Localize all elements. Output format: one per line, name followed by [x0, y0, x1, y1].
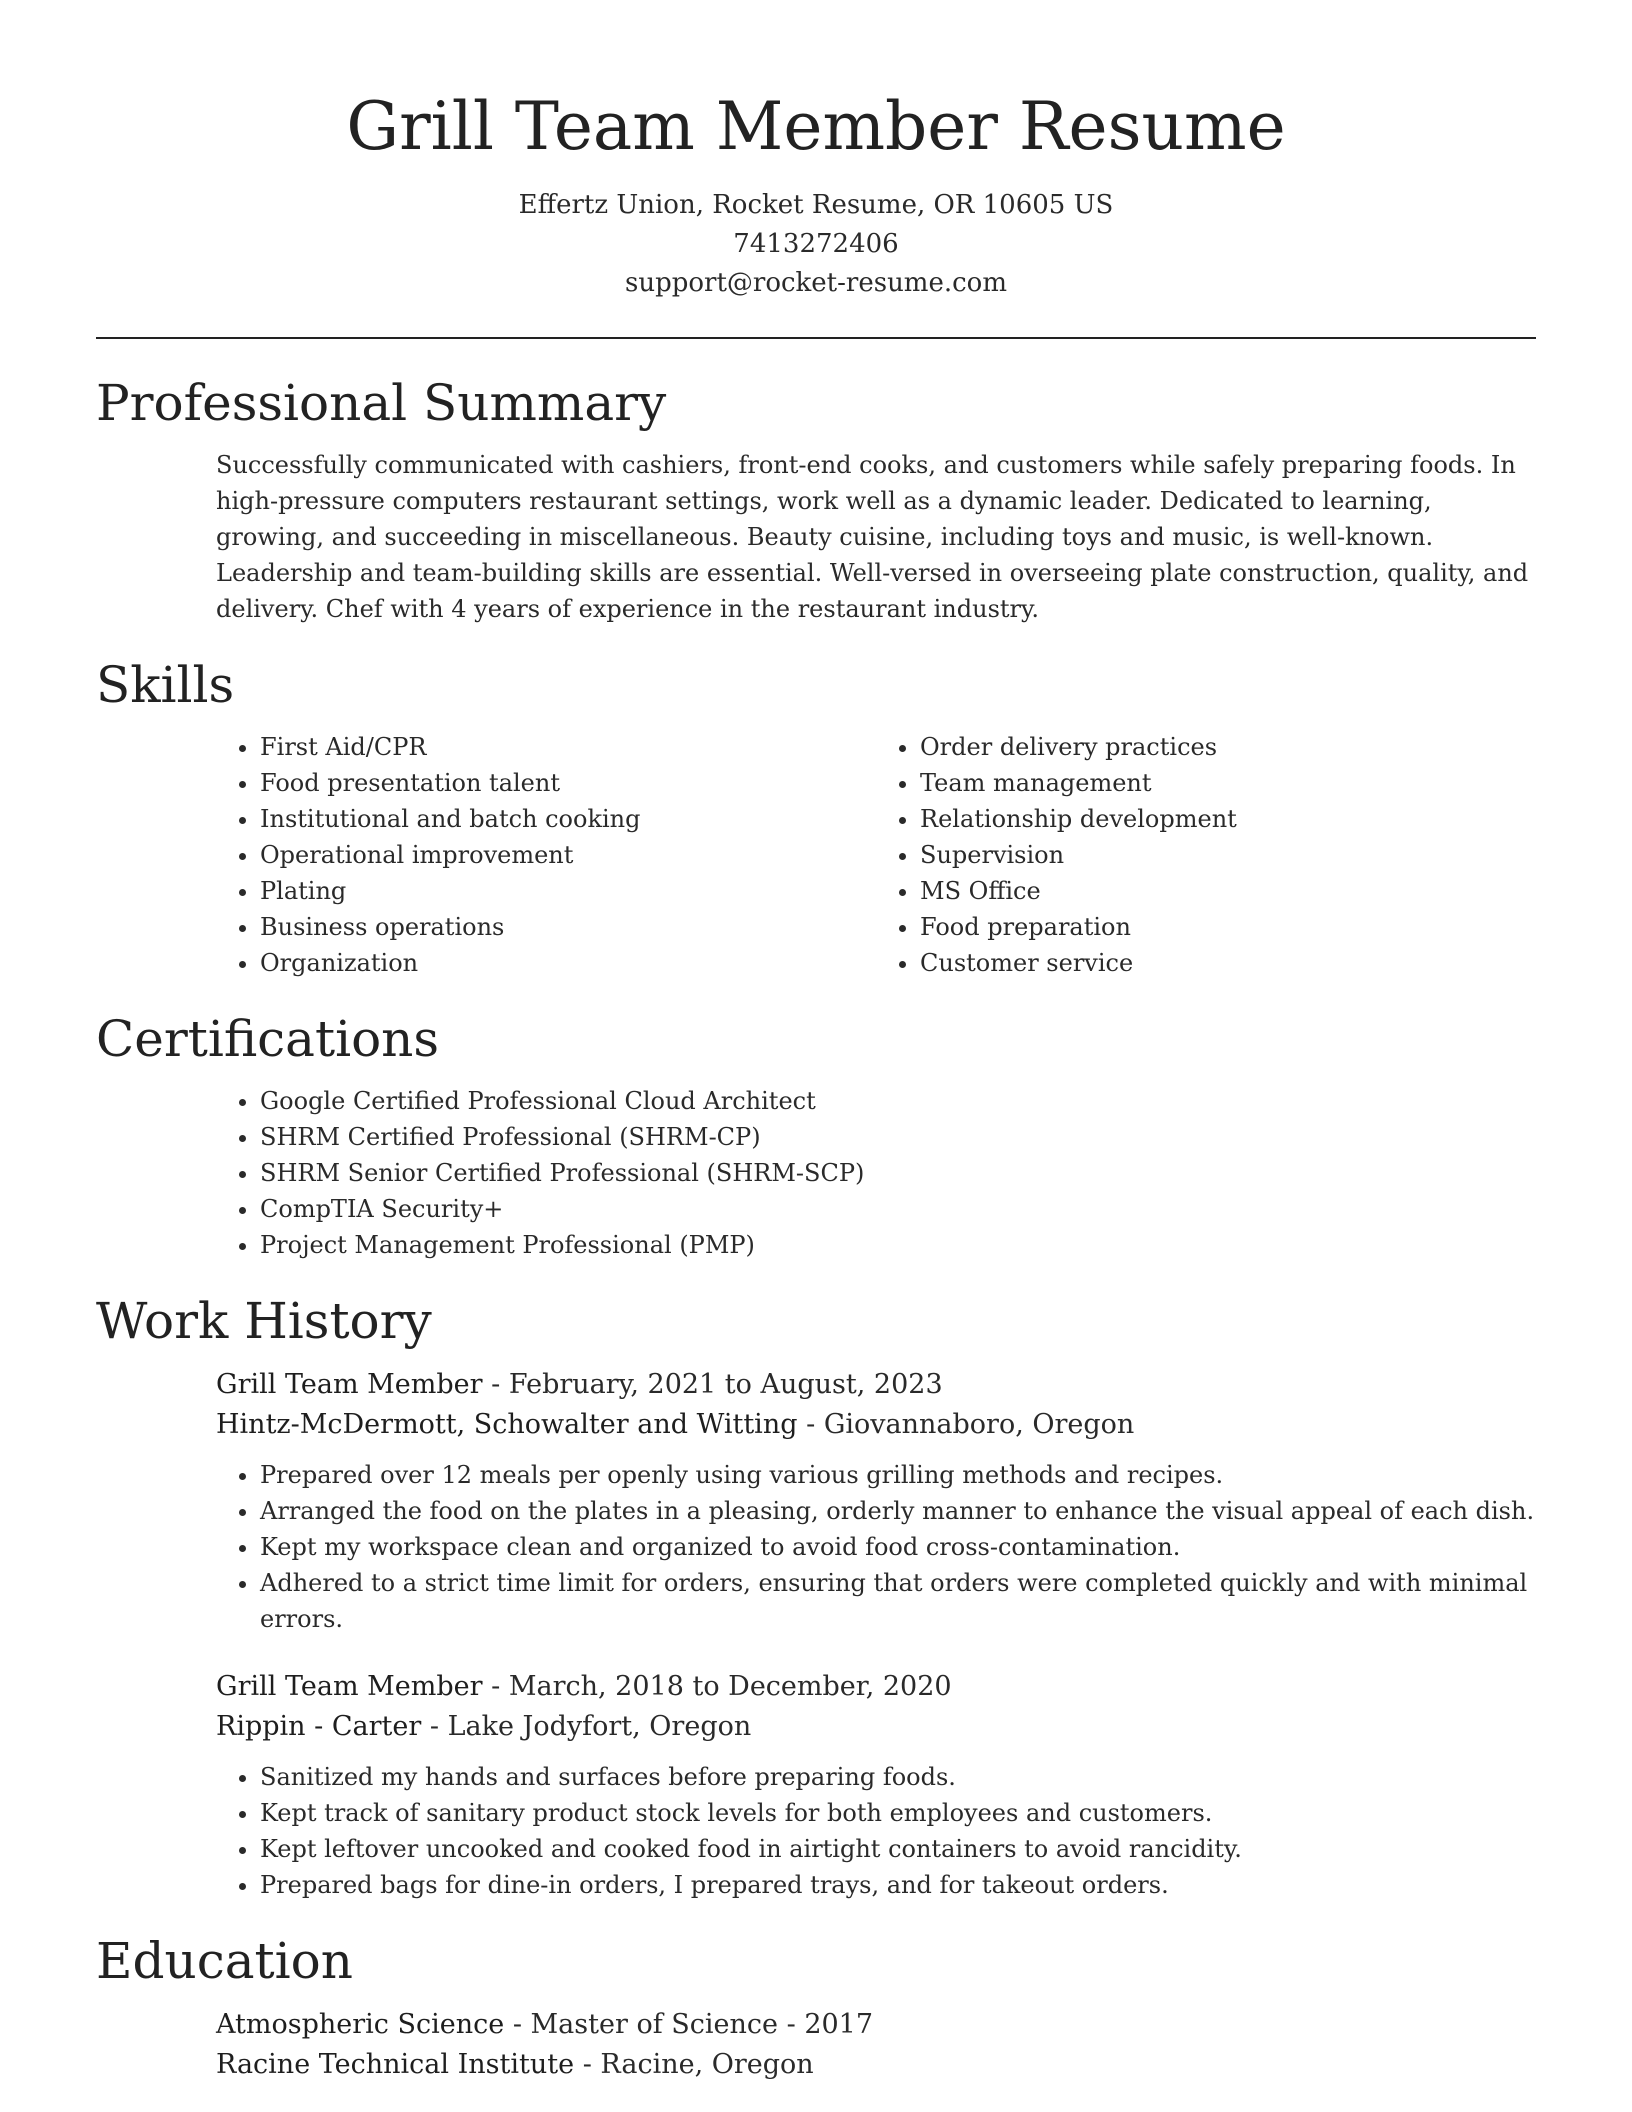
job-bullet: • Kept track of sanitary product stock levels for both employees and customers. [260, 1795, 1536, 1831]
resume-title: Grill Team Member Resume [346, 88, 1286, 165]
job-bullets [216, 1759, 1536, 1903]
education-location: Racine, Oregon [600, 2049, 814, 2080]
education-school-line [216, 2045, 1536, 2085]
certification-item: • SHRM Certified Professional (SHRM-CP) [260, 1119, 1536, 1155]
certifications-section [96, 1007, 1536, 1263]
skills-list-left [216, 729, 876, 981]
header-divider [96, 337, 1536, 339]
job-location: Lake Jodyfort, Oregon [447, 1711, 752, 1742]
job-bullet: • Prepared over 12 meals per openly using various grilling methods and recipes. [260, 1457, 1536, 1493]
separator: - [491, 1369, 509, 1400]
certification-item: • Project Management Professional (PMP) [260, 1227, 1536, 1263]
job-location: Giovannaboro, Oregon [823, 1409, 1135, 1440]
education-degree-line [216, 2005, 1536, 2045]
education-entry [216, 2005, 1536, 2085]
job-bullet: • Adhered to a strict time limit for orders, ensuring that orders were completed quickly and with minimal errors. [260, 1565, 1536, 1637]
job-company: Rippin - Carter [216, 1711, 422, 1742]
job-entry [216, 1667, 1536, 1903]
work-history-section [96, 1289, 1536, 1903]
job-dates: March, 2018 to December, 2020 [508, 1671, 952, 1702]
contact-address: Effertz Union, Rocket Resume, OR 10605 US [518, 190, 1114, 220]
skill-item: • Food presentation talent [260, 765, 876, 801]
skill-item: • Supervision [920, 837, 1536, 873]
skills-section [96, 653, 1536, 981]
separator: - [429, 1711, 448, 1742]
separator: - [512, 2009, 531, 2040]
separator: - [491, 1671, 509, 1702]
skill-item: • Relationship development [920, 801, 1536, 837]
skill-item: • MS Office [920, 873, 1536, 909]
education-year: 2017 [804, 2009, 874, 2040]
job-dates: February, 2021 to August, 2023 [508, 1369, 943, 1400]
skill-item: • Operational improvement [260, 837, 876, 873]
summary-heading: Professional Summary [96, 374, 667, 432]
resume-header [96, 0, 1536, 303]
skills-heading: Skills [96, 656, 235, 714]
certification-item: • CompTIA Security+ [260, 1191, 1536, 1227]
job-bullet: • Sanitized my hands and surfaces before preparing foods. [260, 1759, 1536, 1795]
certification-item: • SHRM Senior Certified Professional (SHRM-SCP) [260, 1155, 1536, 1191]
skill-item: • Organization [260, 945, 876, 981]
job-title-line [216, 1365, 1536, 1405]
job-role: Grill Team Member [216, 1671, 483, 1702]
contact-phone: 7413272406 [733, 229, 899, 259]
separator: - [582, 2049, 601, 2080]
job-bullet: • Kept my workspace clean and organized to avoid food cross-contamination. [260, 1529, 1536, 1565]
skill-item: • Food preparation [920, 909, 1536, 945]
resume-page [96, 0, 1536, 2085]
education-degree: Master of Science [530, 2009, 779, 2040]
job-role: Grill Team Member [216, 1369, 483, 1400]
certifications-list [216, 1083, 1536, 1263]
job-company: Hintz-McDermott, Schowalter and Witting [216, 1409, 798, 1440]
education-heading: Education [96, 1932, 353, 1990]
summary-text: Successfully communicated with cashiers, front-end cooks, and customers while safely preparing foods. In high-pressure computers restaurant settings, work well as a dynamic leader. Dedicated to learning, growing, and succeeding in miscellaneous. Beauty cuisine, including toys and music, is well-known. Leadership and team-building skills are essential. Well-versed in overseeing plate construction, quality, and delivery. Chef with 4 years of experience in the restaurant industry. [216, 451, 1529, 623]
job-company-line [216, 1707, 1536, 1747]
skills-list-right [876, 729, 1536, 981]
job-bullets [216, 1457, 1536, 1637]
job-bullet: • Kept leftover uncooked and cooked food in airtight containers to avoid rancidity. [260, 1831, 1536, 1867]
contact-email: support@rocket-resume.com [624, 268, 1007, 298]
job-title-line [216, 1667, 1536, 1707]
certification-item: • Google Certified Professional Cloud Architect [260, 1083, 1536, 1119]
skill-item: • Customer service [920, 945, 1536, 981]
contact-info [96, 186, 1536, 303]
skill-item: • Team management [920, 765, 1536, 801]
skill-item: • First Aid/CPR [260, 729, 876, 765]
education-field: Atmospheric Science [216, 2009, 505, 2040]
job-bullet: • Arranged the food on the plates in a pleasing, orderly manner to enhance the visual appeal of each dish. [260, 1493, 1536, 1529]
summary-section [96, 371, 1536, 627]
job-bullet: • Prepared bags for dine-in orders, I prepared trays, and for takeout orders. [260, 1867, 1536, 1903]
certifications-heading: Certifications [96, 1010, 440, 1068]
separator: - [786, 2009, 805, 2040]
skill-item: • Institutional and batch cooking [260, 801, 876, 837]
skill-item: • Plating [260, 873, 876, 909]
skill-item: • Business operations [260, 909, 876, 945]
skills-grid [216, 729, 1536, 981]
education-section [96, 1929, 1536, 2085]
skill-item: • Order delivery practices [920, 729, 1536, 765]
separator: - [806, 1409, 824, 1440]
job-entry [216, 1365, 1536, 1637]
job-company-line [216, 1405, 1536, 1445]
work-history-heading: Work History [96, 1292, 432, 1350]
education-school: Racine Technical Institute [216, 2049, 575, 2080]
